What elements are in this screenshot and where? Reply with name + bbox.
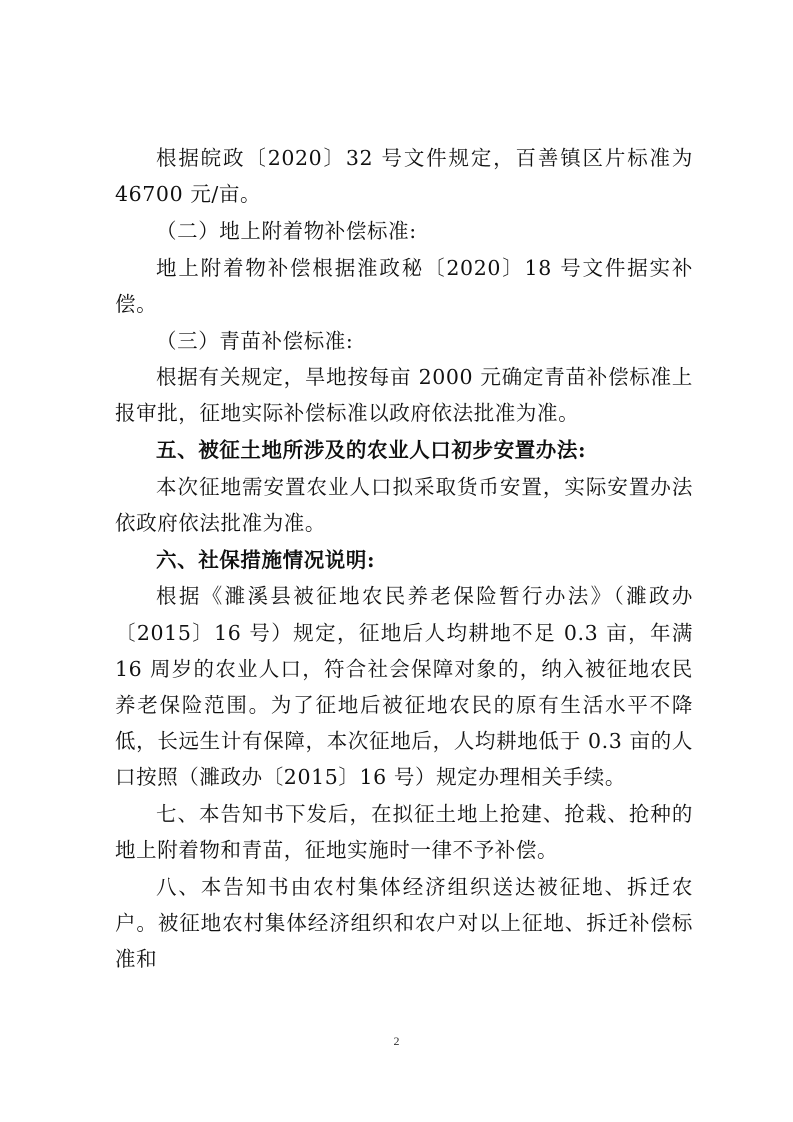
paragraph-item-seven: 七、本告知书下发后，在拟征土地上抢建、抢栽、抢种的地上附着物和青苗，征地实施时一律不予补偿。	[115, 802, 693, 863]
heading-crop-compensation: （三）青苗补偿标准:	[156, 328, 354, 353]
paragraph-attachment-compensation: 地上附着物补偿根据淮政秘〔2020〕18 号文件据实补偿。	[115, 255, 693, 316]
page-number: 2	[393, 1034, 400, 1048]
heading-resettlement: 五、被征土地所涉及的农业人口初步安置办法:	[156, 438, 587, 463]
heading-social-security: 六、社保措施情况说明:	[156, 547, 376, 572]
heading-attachment-compensation: （二）地上附着物补偿标准:	[156, 218, 417, 243]
paragraph-district-standard: 根据皖政〔2020〕32 号文件规定，百善镇区片标准为 46700 元/亩。	[115, 146, 693, 207]
paragraph-resettlement: 本次征地需安置农业人口拟采取货币安置，实际安置办法依政府依法批准为准。	[115, 474, 693, 536]
paragraph-item-eight: 八、本告知书由农村集体经济组织送达被征地、拆迁农户。被征地农村集体经济组织和农户对以上征地、拆迁补偿标准和	[115, 875, 693, 972]
body-text	[115, 140, 693, 978]
paragraph-social-security: 根据《濉溪县被征地农民养老保险暂行办法》（濉政办〔2015〕16 号）规定，征地后人均耕地不足 0.3 亩，年满 16 周岁的农业人口，符合社会保障对象的，纳入被征地农民养老保险范围。为了征地后被征地农民的原有生活水平不降低，长远生计有保障，本次征地后，人均耕地低于 0.3 亩的人口按照（濉政办〔2015〕16 号）规定办理相关手续。	[115, 584, 693, 790]
paragraph-crop-compensation: 根据有关规定，旱地按每亩 2000 元确定青苗补偿标准上报审批，征地实际补偿标准以政府依法批准为准。	[115, 365, 693, 426]
